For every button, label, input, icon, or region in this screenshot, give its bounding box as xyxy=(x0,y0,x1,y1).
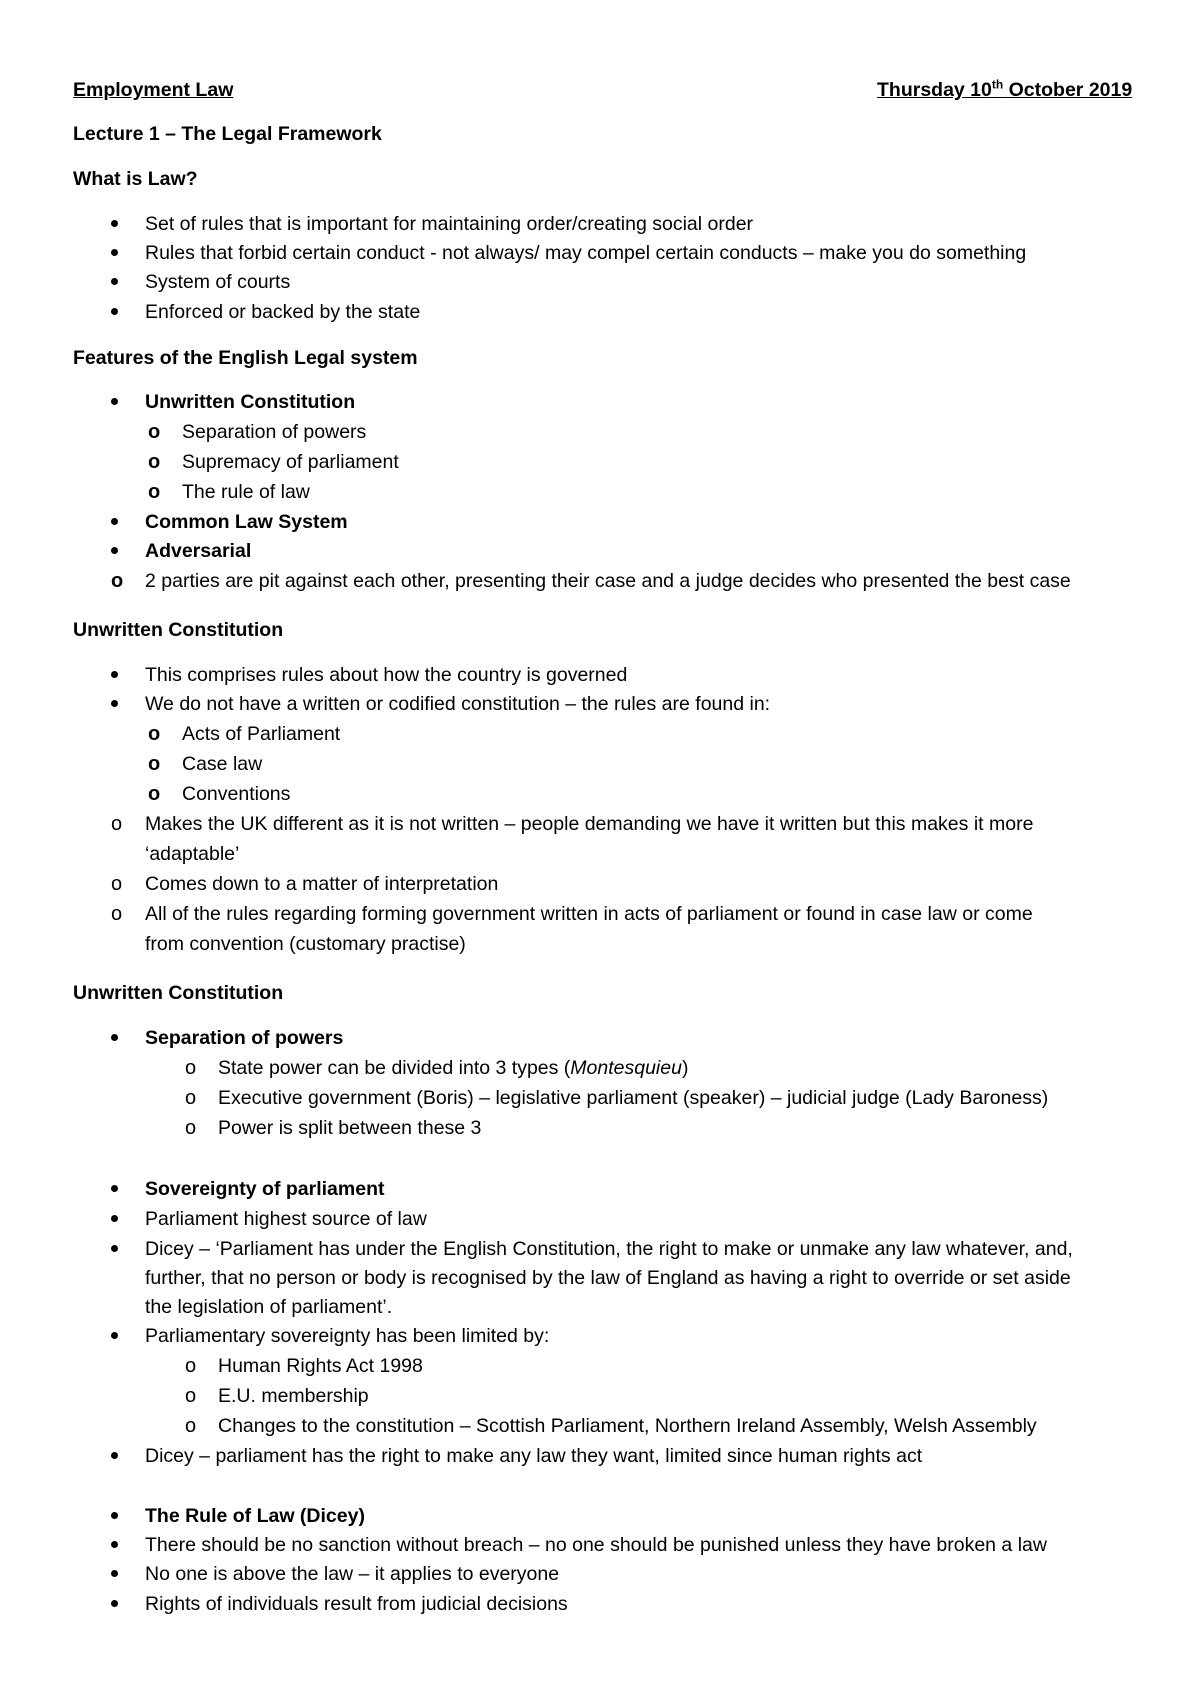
bullet-icon xyxy=(111,220,118,227)
sub-bullet-icon: o xyxy=(111,570,124,592)
sub-list-item: State power can be divided into 3 types (Montesquieu) xyxy=(218,1057,689,1079)
bullet-icon xyxy=(111,547,118,554)
list-item-continuation: the legislation of parliament’. xyxy=(145,1296,393,1318)
list-item: Comes down to a matter of interpretation xyxy=(145,873,499,895)
list-item: Enforced or backed by the state xyxy=(145,301,421,323)
sub-list-item: Changes to the constitution – Scottish Parliament, Northern Ireland Assembly, Welsh Assembly xyxy=(218,1415,1037,1437)
section-heading: Unwritten Constitution xyxy=(73,982,284,1004)
list-item: Dicey – parliament has the right to make any law they want, limited since human rights act xyxy=(145,1445,923,1467)
sub-bullet-icon: o xyxy=(111,903,123,925)
sub-bullet-icon: o xyxy=(185,1117,197,1139)
list-item: Makes the UK different as it is not written – people demanding we have it written but this makes it more xyxy=(145,813,1034,835)
list-item: All of the rules regarding forming government written in acts of parliament or found in case law or come xyxy=(145,903,1033,925)
list-item-continuation: from convention (customary practise) xyxy=(145,933,466,955)
bullet-icon xyxy=(111,398,118,405)
list-item: Sovereignty of parliament xyxy=(145,1178,385,1200)
bullet-icon xyxy=(111,671,118,678)
section-heading: Unwritten Constitution xyxy=(73,619,284,641)
list-item: 2 parties are pit against each other, presenting their case and a judge decides who presented the best case xyxy=(145,570,1071,592)
list-item: We do not have a written or codified constitution – the rules are found in: xyxy=(145,693,771,715)
sub-bullet-icon: o xyxy=(148,421,161,443)
bullet-icon xyxy=(111,308,118,315)
section-heading: Features of the English Legal system xyxy=(73,347,418,369)
list-item: Separation of powers xyxy=(145,1027,344,1049)
list-item: The Rule of Law (Dicey) xyxy=(145,1505,365,1527)
bullet-icon xyxy=(111,249,118,256)
list-item: Dicey – ‘Parliament has under the English Constitution, the right to make or unmake any law whatever, and, xyxy=(145,1238,1073,1260)
bullet-icon xyxy=(111,1185,118,1192)
sub-bullet-icon: o xyxy=(148,723,161,745)
list-item: There should be no sanction without breach – no one should be punished unless they have broken a law xyxy=(145,1534,1047,1556)
sub-list-item: Executive government (Boris) – legislative parliament (speaker) – judicial judge (Lady Baroness) xyxy=(218,1087,1049,1109)
sub-bullet-icon: o xyxy=(148,783,161,805)
sub-list-item: The rule of law xyxy=(182,481,310,503)
sub-list-item: Conventions xyxy=(182,783,291,805)
bullet-icon xyxy=(111,518,118,525)
bullet-icon xyxy=(111,1215,118,1222)
section-heading: What is Law? xyxy=(73,168,198,190)
sub-bullet-icon: o xyxy=(111,873,123,895)
sub-list-item: Case law xyxy=(182,753,263,775)
list-item: Adversarial xyxy=(145,540,252,562)
list-item: Parliament highest source of law xyxy=(145,1208,427,1230)
sub-list-item: Human Rights Act 1998 xyxy=(218,1355,423,1377)
bullet-icon xyxy=(111,700,118,707)
list-item-continuation: further, that no person or body is recognised by the law of England as having a right to override or set aside xyxy=(145,1267,1071,1289)
sub-bullet-icon: o xyxy=(111,813,123,835)
list-item: Rights of individuals result from judicial decisions xyxy=(145,1593,568,1615)
list-item: Common Law System xyxy=(145,511,348,533)
sub-bullet-icon: o xyxy=(148,753,161,775)
list-item: Set of rules that is important for maintaining order/creating social order xyxy=(145,213,754,235)
sub-bullet-icon: o xyxy=(185,1087,197,1109)
bullet-icon xyxy=(111,1512,118,1519)
bullet-icon xyxy=(111,1034,118,1041)
sub-list-item: Acts of Parliament xyxy=(182,723,341,745)
sub-list-item: E.U. membership xyxy=(218,1385,369,1407)
sub-bullet-icon: o xyxy=(185,1057,197,1079)
bullet-icon xyxy=(111,278,118,285)
sub-bullet-icon: o xyxy=(185,1355,197,1377)
list-item-continuation: ‘adaptable’ xyxy=(145,843,240,865)
bullet-icon xyxy=(111,1570,118,1577)
bullet-icon xyxy=(111,1332,118,1339)
sub-list-item: Separation of powers xyxy=(182,421,367,443)
bullet-icon xyxy=(111,1452,118,1459)
sub-bullet-icon: o xyxy=(185,1415,197,1437)
list-item: Parliamentary sovereignty has been limited by: xyxy=(145,1325,550,1347)
sub-bullet-icon: o xyxy=(185,1385,197,1407)
list-item: Rules that forbid certain conduct - not always/ may compel certain conducts – make you do something xyxy=(145,242,1027,264)
bullet-icon xyxy=(111,1600,118,1607)
bullet-icon xyxy=(111,1245,118,1252)
lecture-title: Lecture 1 – The Legal Framework xyxy=(73,123,382,145)
sub-bullet-icon: o xyxy=(148,481,161,503)
sub-list-item: Power is split between these 3 xyxy=(218,1117,482,1139)
list-item: Unwritten Constitution xyxy=(145,391,356,413)
sub-list-item: Supremacy of parliament xyxy=(182,451,399,473)
document-date: Thursday 10th October 2019 xyxy=(877,77,1133,101)
list-item: System of courts xyxy=(145,271,291,293)
list-item: No one is above the law – it applies to everyone xyxy=(145,1563,560,1585)
sub-bullet-icon: o xyxy=(148,451,161,473)
bullet-icon xyxy=(111,1541,118,1548)
document-title: Employment Law xyxy=(73,79,234,101)
list-item: This comprises rules about how the country is governed xyxy=(145,664,628,686)
